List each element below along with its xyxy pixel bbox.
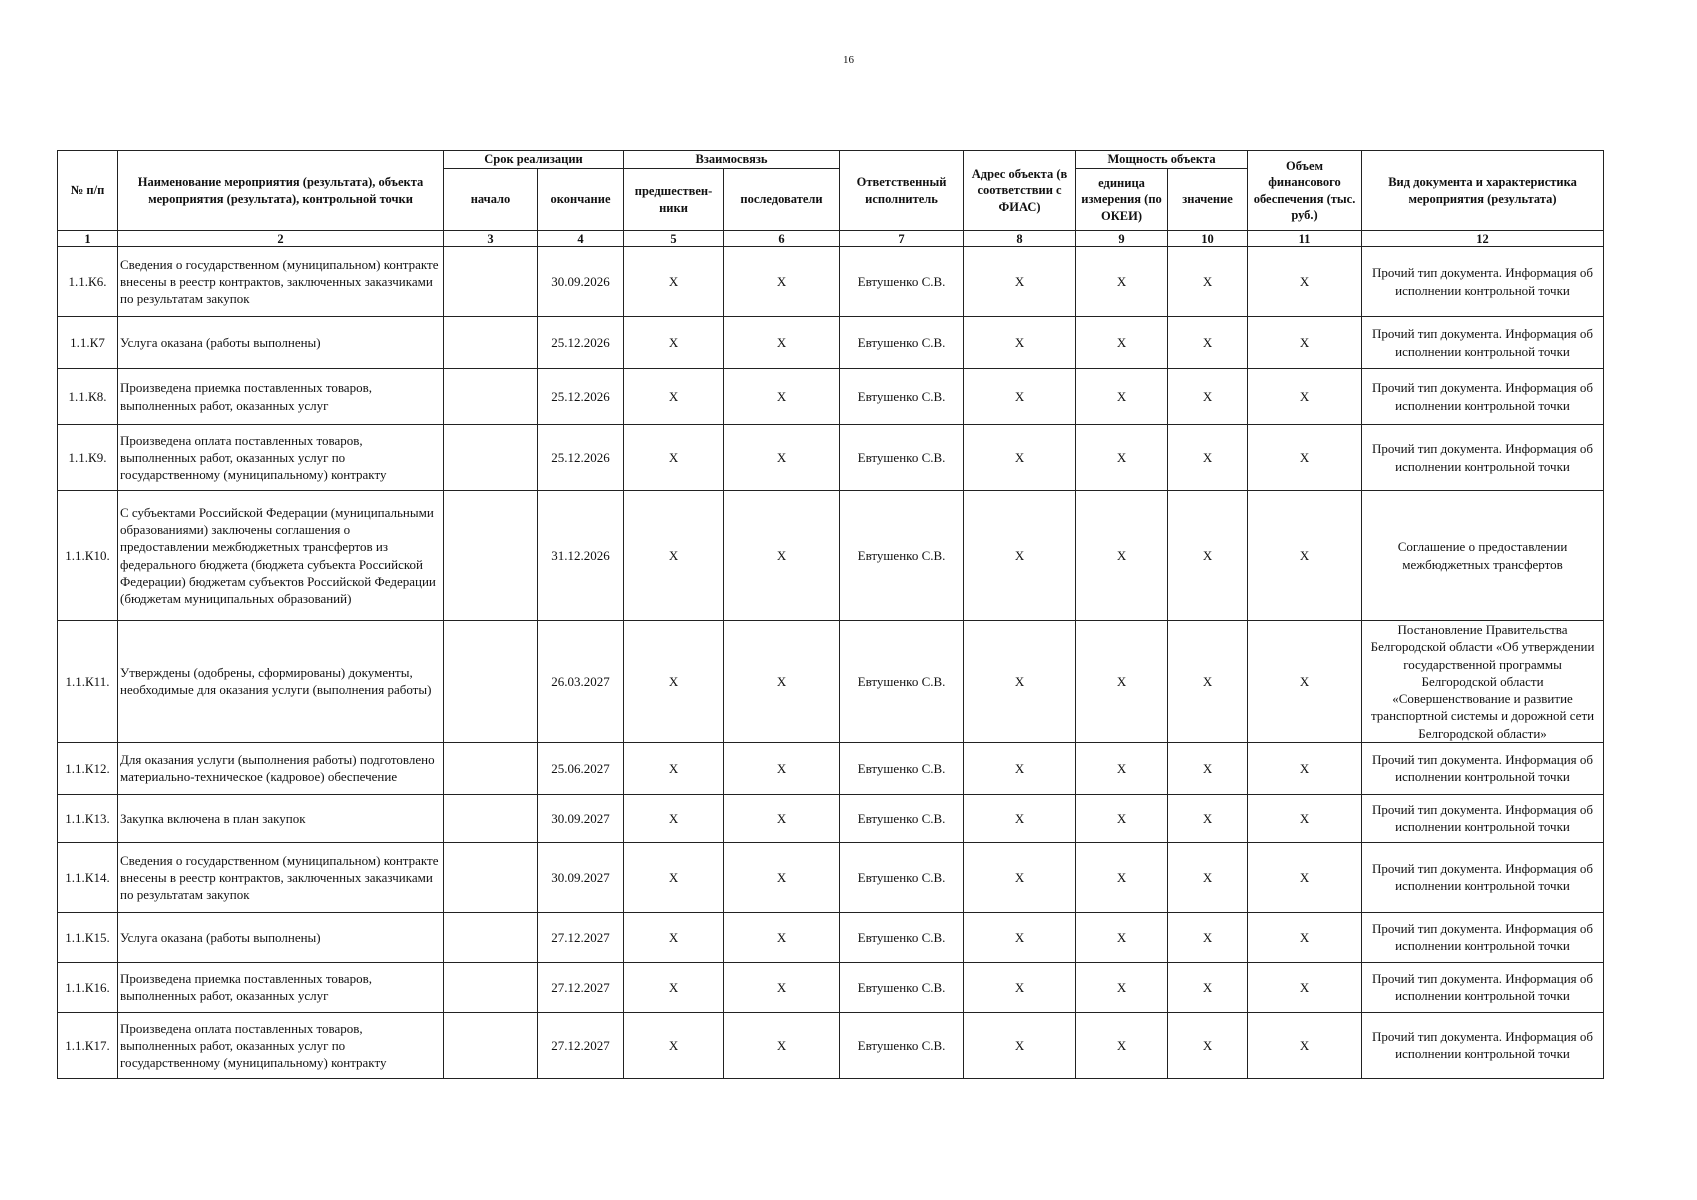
row-number: 1.1.К12. bbox=[58, 742, 118, 794]
page-number: 16 bbox=[843, 54, 854, 66]
row-unit: X bbox=[1076, 794, 1168, 842]
row-document: Прочий тип документа. Информация об исполнении контрольной точки bbox=[1362, 842, 1604, 912]
row-unit: X bbox=[1076, 369, 1168, 425]
row-number: 1.1.К7 bbox=[58, 317, 118, 369]
row-name: Услуга оказана (работы выполнены) bbox=[118, 912, 444, 962]
row-start-date bbox=[444, 317, 538, 369]
row-value: X bbox=[1168, 912, 1248, 962]
row-start-date bbox=[444, 742, 538, 794]
row-finance: X bbox=[1248, 842, 1362, 912]
row-address: X bbox=[964, 317, 1076, 369]
row-value: X bbox=[1168, 317, 1248, 369]
row-address: X bbox=[964, 621, 1076, 743]
table-row bbox=[58, 491, 1604, 621]
row-number: 1.1.К15. bbox=[58, 912, 118, 962]
row-predecessors: X bbox=[624, 317, 724, 369]
row-predecessors: X bbox=[624, 842, 724, 912]
header-end: окончание bbox=[538, 169, 624, 231]
row-successors: X bbox=[724, 1012, 840, 1078]
measures-table bbox=[57, 150, 1604, 1079]
header-capacity: Мощность объекта bbox=[1076, 151, 1248, 169]
row-responsible: Евтушенко С.В. bbox=[840, 962, 964, 1012]
column-number: 4 bbox=[538, 231, 624, 247]
row-start-date bbox=[444, 962, 538, 1012]
header-finance: Объем финансового обеспечения (тыс. руб.) bbox=[1248, 151, 1362, 231]
row-value: X bbox=[1168, 425, 1248, 491]
table-row bbox=[58, 247, 1604, 317]
row-finance: X bbox=[1248, 962, 1362, 1012]
column-number: 6 bbox=[724, 231, 840, 247]
row-end-date: 30.09.2027 bbox=[538, 842, 624, 912]
row-predecessors: X bbox=[624, 369, 724, 425]
row-start-date bbox=[444, 1012, 538, 1078]
column-number: 1 bbox=[58, 231, 118, 247]
row-number: 1.1.К9. bbox=[58, 425, 118, 491]
table-row bbox=[58, 794, 1604, 842]
column-number: 7 bbox=[840, 231, 964, 247]
row-successors: X bbox=[724, 794, 840, 842]
column-number: 5 bbox=[624, 231, 724, 247]
header-address: Адрес объекта (в соответствии с ФИАС) bbox=[964, 151, 1076, 231]
row-end-date: 25.12.2026 bbox=[538, 369, 624, 425]
row-responsible: Евтушенко С.В. bbox=[840, 794, 964, 842]
row-start-date bbox=[444, 247, 538, 317]
header-predecessors: предшествен-ники bbox=[624, 169, 724, 231]
header-responsible: Ответственный исполнитель bbox=[840, 151, 964, 231]
row-end-date: 27.12.2027 bbox=[538, 962, 624, 1012]
column-number: 3 bbox=[444, 231, 538, 247]
row-finance: X bbox=[1248, 369, 1362, 425]
row-start-date bbox=[444, 794, 538, 842]
row-end-date: 25.06.2027 bbox=[538, 742, 624, 794]
row-address: X bbox=[964, 491, 1076, 621]
row-value: X bbox=[1168, 794, 1248, 842]
row-address: X bbox=[964, 369, 1076, 425]
row-number: 1.1.К14. bbox=[58, 842, 118, 912]
row-address: X bbox=[964, 842, 1076, 912]
row-finance: X bbox=[1248, 794, 1362, 842]
row-value: X bbox=[1168, 491, 1248, 621]
row-responsible: Евтушенко С.В. bbox=[840, 247, 964, 317]
row-predecessors: X bbox=[624, 425, 724, 491]
row-responsible: Евтушенко С.В. bbox=[840, 912, 964, 962]
row-finance: X bbox=[1248, 247, 1362, 317]
row-name: Произведена оплата поставленных товаров, выполненных работ, оказанных услуг по государственному (муниципальному) контракту bbox=[118, 425, 444, 491]
row-finance: X bbox=[1248, 491, 1362, 621]
row-unit: X bbox=[1076, 1012, 1168, 1078]
row-address: X bbox=[964, 912, 1076, 962]
row-end-date: 30.09.2026 bbox=[538, 247, 624, 317]
row-finance: X bbox=[1248, 912, 1362, 962]
row-value: X bbox=[1168, 842, 1248, 912]
row-unit: X bbox=[1076, 621, 1168, 743]
header-value: значение bbox=[1168, 169, 1248, 231]
header-doctype: Вид документа и характеристика мероприятия (результата) bbox=[1362, 151, 1604, 231]
row-number: 1.1.К8. bbox=[58, 369, 118, 425]
row-predecessors: X bbox=[624, 621, 724, 743]
header-successors: последователи bbox=[724, 169, 840, 231]
row-successors: X bbox=[724, 247, 840, 317]
header-unit: единица измерения (по ОКЕИ) bbox=[1076, 169, 1168, 231]
row-number: 1.1.К17. bbox=[58, 1012, 118, 1078]
row-start-date bbox=[444, 912, 538, 962]
row-responsible: Евтушенко С.В. bbox=[840, 742, 964, 794]
row-responsible: Евтушенко С.В. bbox=[840, 317, 964, 369]
row-number: 1.1.К13. bbox=[58, 794, 118, 842]
row-value: X bbox=[1168, 369, 1248, 425]
column-number: 12 bbox=[1362, 231, 1604, 247]
row-start-date bbox=[444, 621, 538, 743]
row-number: 1.1.К6. bbox=[58, 247, 118, 317]
column-number: 9 bbox=[1076, 231, 1168, 247]
row-name: С субъектами Российской Федерации (муниципальными образованиями) заключены соглашения о предоставлении межбюджетных трансфертов из федерального бюджета (бюджета субъекта Российской Федерации) бюджетам субъектов Российской Федерации (бюджетам муниципальных образований) bbox=[118, 491, 444, 621]
row-end-date: 30.09.2027 bbox=[538, 794, 624, 842]
header-no: № п/п bbox=[58, 151, 118, 231]
row-finance: X bbox=[1248, 317, 1362, 369]
row-start-date bbox=[444, 491, 538, 621]
row-successors: X bbox=[724, 425, 840, 491]
row-unit: X bbox=[1076, 425, 1168, 491]
row-unit: X bbox=[1076, 247, 1168, 317]
row-value: X bbox=[1168, 1012, 1248, 1078]
row-document: Прочий тип документа. Информация об исполнении контрольной точки bbox=[1362, 317, 1604, 369]
row-document: Прочий тип документа. Информация об исполнении контрольной точки bbox=[1362, 425, 1604, 491]
row-document: Прочий тип документа. Информация об исполнении контрольной точки bbox=[1362, 369, 1604, 425]
table-row bbox=[58, 962, 1604, 1012]
row-successors: X bbox=[724, 842, 840, 912]
table-row bbox=[58, 742, 1604, 794]
row-end-date: 26.03.2027 bbox=[538, 621, 624, 743]
row-value: X bbox=[1168, 962, 1248, 1012]
row-address: X bbox=[964, 247, 1076, 317]
row-unit: X bbox=[1076, 912, 1168, 962]
row-end-date: 27.12.2027 bbox=[538, 1012, 624, 1078]
row-name: Произведена приемка поставленных товаров, выполненных работ, оказанных услуг bbox=[118, 369, 444, 425]
row-finance: X bbox=[1248, 742, 1362, 794]
row-number: 1.1.К10. bbox=[58, 491, 118, 621]
row-document: Прочий тип документа. Информация об исполнении контрольной точки bbox=[1362, 247, 1604, 317]
column-number-row bbox=[58, 231, 1604, 247]
row-address: X bbox=[964, 962, 1076, 1012]
row-name: Сведения о государственном (муниципальном) контракте внесены в реестр контрактов, заключенных заказчиками по результатам закупок bbox=[118, 247, 444, 317]
header-start: начало bbox=[444, 169, 538, 231]
row-address: X bbox=[964, 1012, 1076, 1078]
table-row bbox=[58, 1012, 1604, 1078]
row-successors: X bbox=[724, 621, 840, 743]
row-name: Сведения о государственном (муниципальном) контракте внесены в реестр контрактов, заключенных заказчиками по результатам закупок bbox=[118, 842, 444, 912]
row-responsible: Евтушенко С.В. bbox=[840, 842, 964, 912]
row-document: Прочий тип документа. Информация об исполнении контрольной точки bbox=[1362, 794, 1604, 842]
row-successors: X bbox=[724, 962, 840, 1012]
header-period: Срок реализации bbox=[444, 151, 624, 169]
row-document: Соглашение о предоставлении межбюджетных трансфертов bbox=[1362, 491, 1604, 621]
column-number: 10 bbox=[1168, 231, 1248, 247]
row-unit: X bbox=[1076, 962, 1168, 1012]
row-name: Для оказания услуги (выполнения работы) подготовлено материально-техническое (кадровое) обеспечение bbox=[118, 742, 444, 794]
row-successors: X bbox=[724, 912, 840, 962]
row-value: X bbox=[1168, 621, 1248, 743]
row-document: Прочий тип документа. Информация об исполнении контрольной точки bbox=[1362, 742, 1604, 794]
row-end-date: 25.12.2026 bbox=[538, 425, 624, 491]
row-start-date bbox=[444, 842, 538, 912]
row-unit: X bbox=[1076, 491, 1168, 621]
row-document: Прочий тип документа. Информация об исполнении контрольной точки bbox=[1362, 912, 1604, 962]
row-predecessors: X bbox=[624, 491, 724, 621]
row-end-date: 31.12.2026 bbox=[538, 491, 624, 621]
row-responsible: Евтушенко С.В. bbox=[840, 491, 964, 621]
table-row bbox=[58, 621, 1604, 743]
column-number: 8 bbox=[964, 231, 1076, 247]
row-predecessors: X bbox=[624, 1012, 724, 1078]
row-finance: X bbox=[1248, 425, 1362, 491]
row-start-date bbox=[444, 369, 538, 425]
row-successors: X bbox=[724, 369, 840, 425]
row-address: X bbox=[964, 794, 1076, 842]
row-responsible: Евтушенко С.В. bbox=[840, 1012, 964, 1078]
row-value: X bbox=[1168, 742, 1248, 794]
row-finance: X bbox=[1248, 1012, 1362, 1078]
column-number: 11 bbox=[1248, 231, 1362, 247]
row-number: 1.1.К11. bbox=[58, 621, 118, 743]
header-name: Наименование мероприятия (результата), объекта мероприятия (результата), контрольной точки bbox=[118, 151, 444, 231]
row-document: Прочий тип документа. Информация об исполнении контрольной точки bbox=[1362, 1012, 1604, 1078]
table-header bbox=[58, 151, 1604, 231]
row-responsible: Евтушенко С.В. bbox=[840, 369, 964, 425]
row-document: Постановление Правительства Белгородской области «Об утверждении государственной программы Белгородской области «Совершенствование и развитие транспортной системы и дорожной сети Белгородской области» bbox=[1362, 621, 1604, 743]
row-name: Утверждены (одобрены, сформированы) документы, необходимые для оказания услуги (выполнения работы) bbox=[118, 621, 444, 743]
table-row bbox=[58, 842, 1604, 912]
table-row bbox=[58, 317, 1604, 369]
row-responsible: Евтушенко С.В. bbox=[840, 621, 964, 743]
row-name: Закупка включена в план закупок bbox=[118, 794, 444, 842]
table-row bbox=[58, 369, 1604, 425]
row-unit: X bbox=[1076, 842, 1168, 912]
row-unit: X bbox=[1076, 317, 1168, 369]
row-predecessors: X bbox=[624, 962, 724, 1012]
row-document: Прочий тип документа. Информация об исполнении контрольной точки bbox=[1362, 962, 1604, 1012]
table-row bbox=[58, 912, 1604, 962]
row-end-date: 25.12.2026 bbox=[538, 317, 624, 369]
row-address: X bbox=[964, 425, 1076, 491]
row-predecessors: X bbox=[624, 742, 724, 794]
header-link: Взаимосвязь bbox=[624, 151, 840, 169]
row-name: Произведена оплата поставленных товаров, выполненных работ, оказанных услуг по государственному (муниципальному) контракту bbox=[118, 1012, 444, 1078]
row-predecessors: X bbox=[624, 912, 724, 962]
row-start-date bbox=[444, 425, 538, 491]
row-name: Услуга оказана (работы выполнены) bbox=[118, 317, 444, 369]
row-number: 1.1.К16. bbox=[58, 962, 118, 1012]
row-name: Произведена приемка поставленных товаров, выполненных работ, оказанных услуг bbox=[118, 962, 444, 1012]
row-successors: X bbox=[724, 491, 840, 621]
table-body bbox=[58, 231, 1604, 1079]
row-responsible: Евтушенко С.В. bbox=[840, 425, 964, 491]
row-value: X bbox=[1168, 247, 1248, 317]
row-predecessors: X bbox=[624, 794, 724, 842]
row-address: X bbox=[964, 742, 1076, 794]
row-unit: X bbox=[1076, 742, 1168, 794]
row-successors: X bbox=[724, 317, 840, 369]
row-end-date: 27.12.2027 bbox=[538, 912, 624, 962]
row-successors: X bbox=[724, 742, 840, 794]
row-predecessors: X bbox=[624, 247, 724, 317]
row-finance: X bbox=[1248, 621, 1362, 743]
column-number: 2 bbox=[118, 231, 444, 247]
table-row bbox=[58, 425, 1604, 491]
